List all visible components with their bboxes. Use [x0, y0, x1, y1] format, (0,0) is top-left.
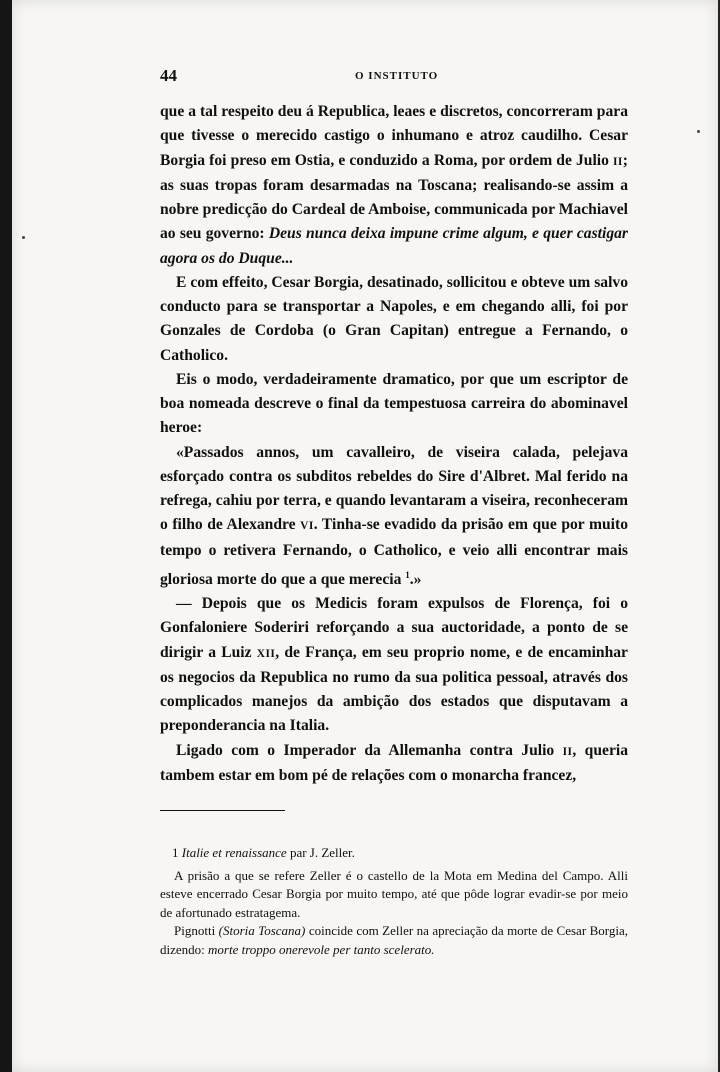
paragraph-6: Ligado com o Imperador da Allemanha contra Julio II, queria tambem estar em bom pé de relações com o monarcha francez, [160, 741, 628, 784]
running-title: O INSTITUTO [355, 70, 439, 82]
paragraph-4: «Passados annos, um cavalleiro, de viseira calada, pelejava esforçado contra os subditos rebeldes do Sire d'Albret. Mal ferido na refrega, cahiu por terra, e quando levantaram a viseira, reconheceram o filho de Alexandre VI. Tinha-se evadido da prisão em que por muito tempo o retivera Fernando, o Catholico, e veio alli encontrar mais gloriosa morte do que a que merecia $^1$.» [160, 443, 629, 588]
footnote-divider [160, 810, 285, 811]
paragraph-5: — Depois que os Medicis foram expulsos de Florença, foi o Gonfaloniere Soderiri reforçando a sua auctoridade, a ponto de se dirigir a Luiz XII, de França, em seu proprio nome, e de encaminhar os negocios da Republica no rumo da sua politica pessoal, através dos complicados manejos da ambição dos estados que disputavam a preponderancia na Italia. [160, 595, 628, 735]
main-text [160, 100, 628, 788]
paragraph-2: E com effeito, Cesar Borgia, desatinado, sollicitou e obteve um salvo conducto para se transportar a Napoles, e em chegando alli, foi por Gonzales de Cordoba (o Gran Capitan) entregue a Fernando, o Catholico. [160, 273, 628, 364]
quote-amboise: Deus nunca deixa impune crime algum, e quer castigar agora os do Duque... [160, 225, 628, 267]
scan-speck [22, 236, 25, 239]
footnotes [160, 844, 628, 959]
footnote-2: A prisão a que se refere Zeller é o castello de la Mota em Medina del Campo. Alli esteve encerrado Cesar Borgia por muito tempo, até que pôde lograr evadir-se por meio de afortunado estratagema. [160, 867, 628, 920]
footnote-1: 1 Italie et renaissance par J. Zeller. [172, 845, 355, 860]
footnote-3: Pignotti (Storia Toscana) coincide com Zeller na apreciação da morte de Cesar Borgia, dizendo: morte troppo onerevole per tanto scelerato. [160, 923, 628, 957]
roman-numeral: II [613, 155, 623, 168]
roman-numeral: VI [300, 520, 314, 533]
paragraph-1: que a tal respeito deu á Republica, leaes e discretos, concorreram para que tivesse o merecido castigo o inhumano e atroz caudilho. Cesar Borgia foi preso em Ostia, e conduzido a Roma, por ordem de Julio II; as suas tropas foram desarmadas na Toscana; realisando-se assim a nobre predicção do Cardeal de Amboise, communicada por Machiavel ao seu governo: Deus nunca deixa impune crime algum, e quer castigar agora os do Duque... [160, 103, 628, 267]
page-header [160, 66, 628, 90]
roman-numeral: XII [256, 647, 276, 660]
paragraph-3: Eis o modo, verdadeiramente dramatico, por que um escriptor de boa nomeada descreve o final da tempestuosa carreira do abominavel heroe: [160, 370, 628, 437]
footnote-ref: 1 [405, 569, 410, 580]
scan-left-edge [0, 0, 12, 1072]
roman-numeral: II [562, 745, 573, 758]
scan-speck [697, 130, 700, 133]
page-number: 44 [160, 66, 177, 85]
